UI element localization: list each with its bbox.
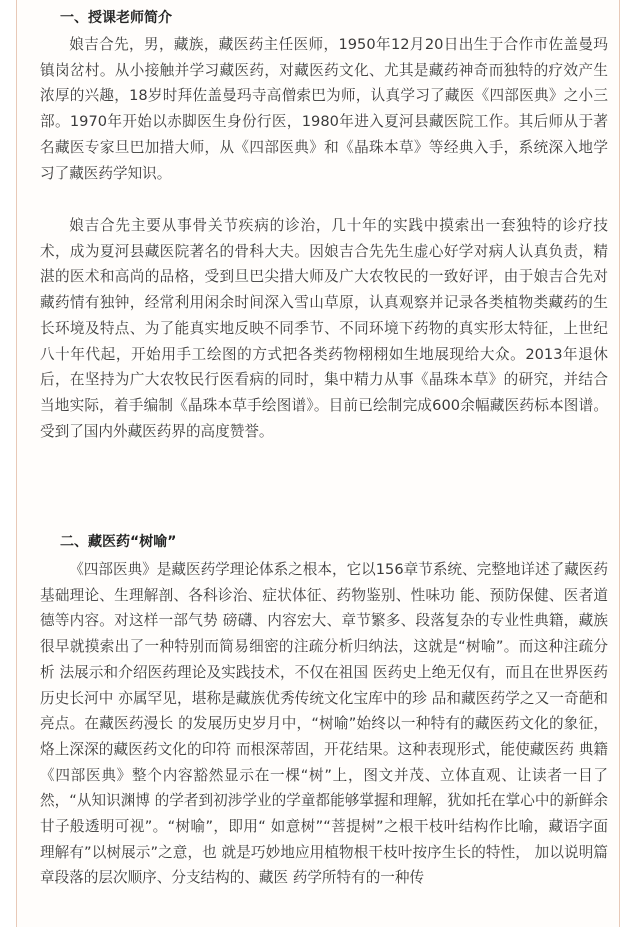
paragraph-teacher-work: 娘吉合先主要从事骨关节疾病的诊治，几十年的实践中摸索出一套独特的诊疗技术，成为夏河县藏医院著名的骨科大夫。因娘吉合先先生虚心好学对病人认真负责，精湛的医术和高尚的品格，受到旦巴尖措大师及广大农牧民的一致好评，由于娘吉合先对藏药情有独钟，经常利用闲余时间深入雪山草原，认真观察并记录各类植物类藏药的生长环境及特点、为了能真实地反映不同季节、不同环境下药物的真实形太特征，上世纪八十年代起，开始用手工绘图的方式把各类药物栩栩如生地展现给大众。2013年退休后，在坚持为广大农牧民行医看病的同时，集中精力从事《晶珠本草》的研究，并结合当地实际，着手编制《晶珠本草手绘图谱》。目前已绘制完成600余幅藏医药标本图谱。受到了国内外藏医药界的高度赞誉。 bbox=[40, 217, 608, 440]
paragraph-teacher-bio: 娘吉合先，男，藏族，藏医药主任医师，1950年12月20日出生于合作市佐盖曼玛镇岗岔村。从小接触并学习藏医药，对藏医药文化、尤其是藏药神奇而独特的疗效产生浓厚的兴趣，18岁时拜佐盖曼玛寺高僧索巴为师，认真学习了藏医《四部医典》之小三部。1970年开始以赤脚医生身份行医，1980年进入夏河县藏医院工作。其后师从于著名藏医专家旦巴加措大师，从《四部医典》和《晶珠本草》等经典入手，系统深入地学习了藏医药学知识。 bbox=[40, 36, 608, 182]
section-title-teacher-intro: 一、授课老师简介 bbox=[60, 10, 172, 26]
section-title-tree-metaphor: 二、藏医药“树喻” bbox=[60, 534, 177, 550]
paragraph-tree-metaphor: 《四部医典》是藏医药学理论体系之根本，它以156章节系统、完整地详述了藏医药基础理论、生理解剖、各科诊治、症状体征、药物鉴别、性味功 能、预防保健、医者道德等内容。对这样一部气势 磅礴、内容宏大、章节繁多、段落复杂的专业性典籍，藏族很早就摸索出了一种特别而简易细密的注疏分析归纳法，这就是“树喻”。而这种注疏分析 法展示和介绍医药理论及实践技术，不仅在祖国 医药史上绝无仅有，而且在世界医药历史长河中 亦属罕见，堪称是藏族优秀传统文化宝库中的珍 品和藏医药学之又一奇葩和亮点。在藏医药漫长 的发展历史岁月中，“树喻”始终以一种特有的藏医药文化的象征，烙上深深的藏医药文化的印符 而根深蒂固，开花结果。这种表现形式，能使藏医药 典籍《四部医典》整个内容豁然显示在一棵“树”上，图文并茂、立体直观、让读者一目了然，“从知识渊博 的学者到初涉学业的学童都能够掌握和理解，犹如托在掌心中的新鲜余甘子般透明可视”。“树喻”，即用“ 如意树”“菩提树”之根干枝叶结构作比喻，藏语字面理解有”以树展示”之意，也 就是巧妙地应用植物根干枝叶按序生长的特性， 加以说明篇章段落的层次顺序、分支结构的、藏医 药学所特有的一种传 bbox=[40, 561, 608, 887]
